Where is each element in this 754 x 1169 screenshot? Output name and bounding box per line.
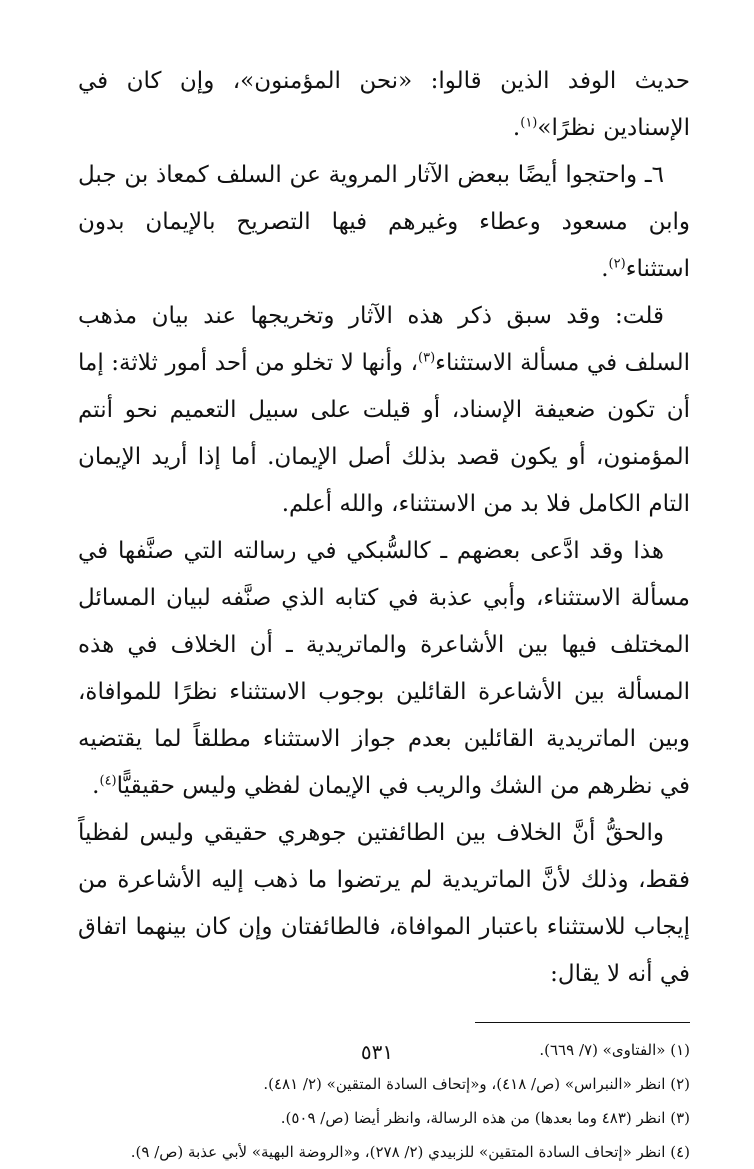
footnote-separator	[475, 1022, 690, 1023]
page-number: ٥٣١	[360, 1040, 394, 1064]
footnote-ref-1: (١)	[520, 115, 538, 131]
paragraph-1-tail: .	[512, 115, 521, 141]
main-text	[78, 58, 690, 998]
paragraph-2-text: ٦ـ واحتجوا أيضًا ببعض الآثار المروية عن السلف كمعاذ بن جبل وابن مسعود وعطاء وغيرهم فيها التصريح بالإيمان بدون استثناء	[78, 162, 690, 282]
footnote-ref-2: (٢)	[608, 256, 626, 272]
footnote-1: (١) «الفتاوى» (٧/ ٦٦٩).	[539, 1041, 690, 1059]
footnote-2: (٢) انظر «النبراس» (ص/ ٤١٨)، و«إتحاف السادة المتقين» (٢/ ٤٨١).	[263, 1075, 690, 1093]
paragraph-4-text: هذا وقد ادَّعى بعضهم ـ كالسُّبكي في رسالته التي صنَّفها في مسألة الاستثناء، وأبي عذبة في كتابه الذي صنَّفه لبيان المسائل المختلف فيها بين الأشاعرة والماتريدية ـ أن الخلاف في هذه المسألة بين الأشاعرة القائلين بوجوب الاستثناء نظرًا للموافاة، وبين الماتريدية القائلين بعدم جواز الاستثناء مطلقاً لما يقتضيه في نظرهم من الشك والريب في الإيمان لفظي وليس حقيقيًّا	[78, 538, 690, 799]
footnote-ref-4: (٤)	[99, 773, 117, 789]
paragraph-3	[78, 293, 690, 528]
paragraph-4	[78, 528, 690, 810]
footnote-4: (٤) انظر «إتحاف السادة المتقين» للزبيدي (٢/ ٢٧٨)، و«الروضة البهية» لأبي عذبة (ص/ ٩).	[130, 1143, 690, 1161]
paragraph-4-tail: .	[92, 773, 100, 799]
paragraph-2-tail: .	[601, 256, 609, 282]
paragraph-3-text: قلت: وقد سبق ذكر هذه الآثار وتخريجها عند بيان مذهب السلف في مسألة الاستثناء	[78, 303, 691, 376]
paragraph-5-text: والحقُّ أنَّ الخلاف بين الطائفتين جوهري حقيقي وليس لفظياً فقط، وذلك لأنَّ الماتريدية لم يرتضوا ما ذهب إليه الأشاعرة من إيجاب للاستثناء باعتبار الموافاة، فالطائفتان وإن كان بينهما اتفاق في أنه لا يقال:	[78, 820, 690, 987]
footnote-ref-3: (٣)	[418, 350, 436, 366]
paragraph-1	[78, 58, 690, 152]
paragraph-3-tail: ، وأنها لا تخلو من أحد أمور ثلاثة: إما أن تكون ضعيفة الإسناد، أو قيلت على سبيل التعميم نحو أنتم المؤمنون، أو يكون قصد بذلك أصل الإيمان. أما إذا أريد الإيمان التام الكامل فلا بد من الاستثناء، والله أعلم.	[78, 350, 690, 517]
footnote-3: (٣) انظر (٤٨٣ وما بعدها) من هذه الرسالة، وانظر أيضا (ص/ ٥٠٩).	[280, 1109, 690, 1127]
paragraph-2	[78, 152, 690, 293]
footnote-rule-wrap	[78, 998, 690, 1023]
paragraph-1-text: حديث الوفد الذين قالوا: «نحن المؤمنون»، وإن كان في الإسنادين نظرًا»	[78, 68, 690, 141]
page-body	[78, 58, 690, 1169]
paragraph-5	[78, 810, 690, 998]
